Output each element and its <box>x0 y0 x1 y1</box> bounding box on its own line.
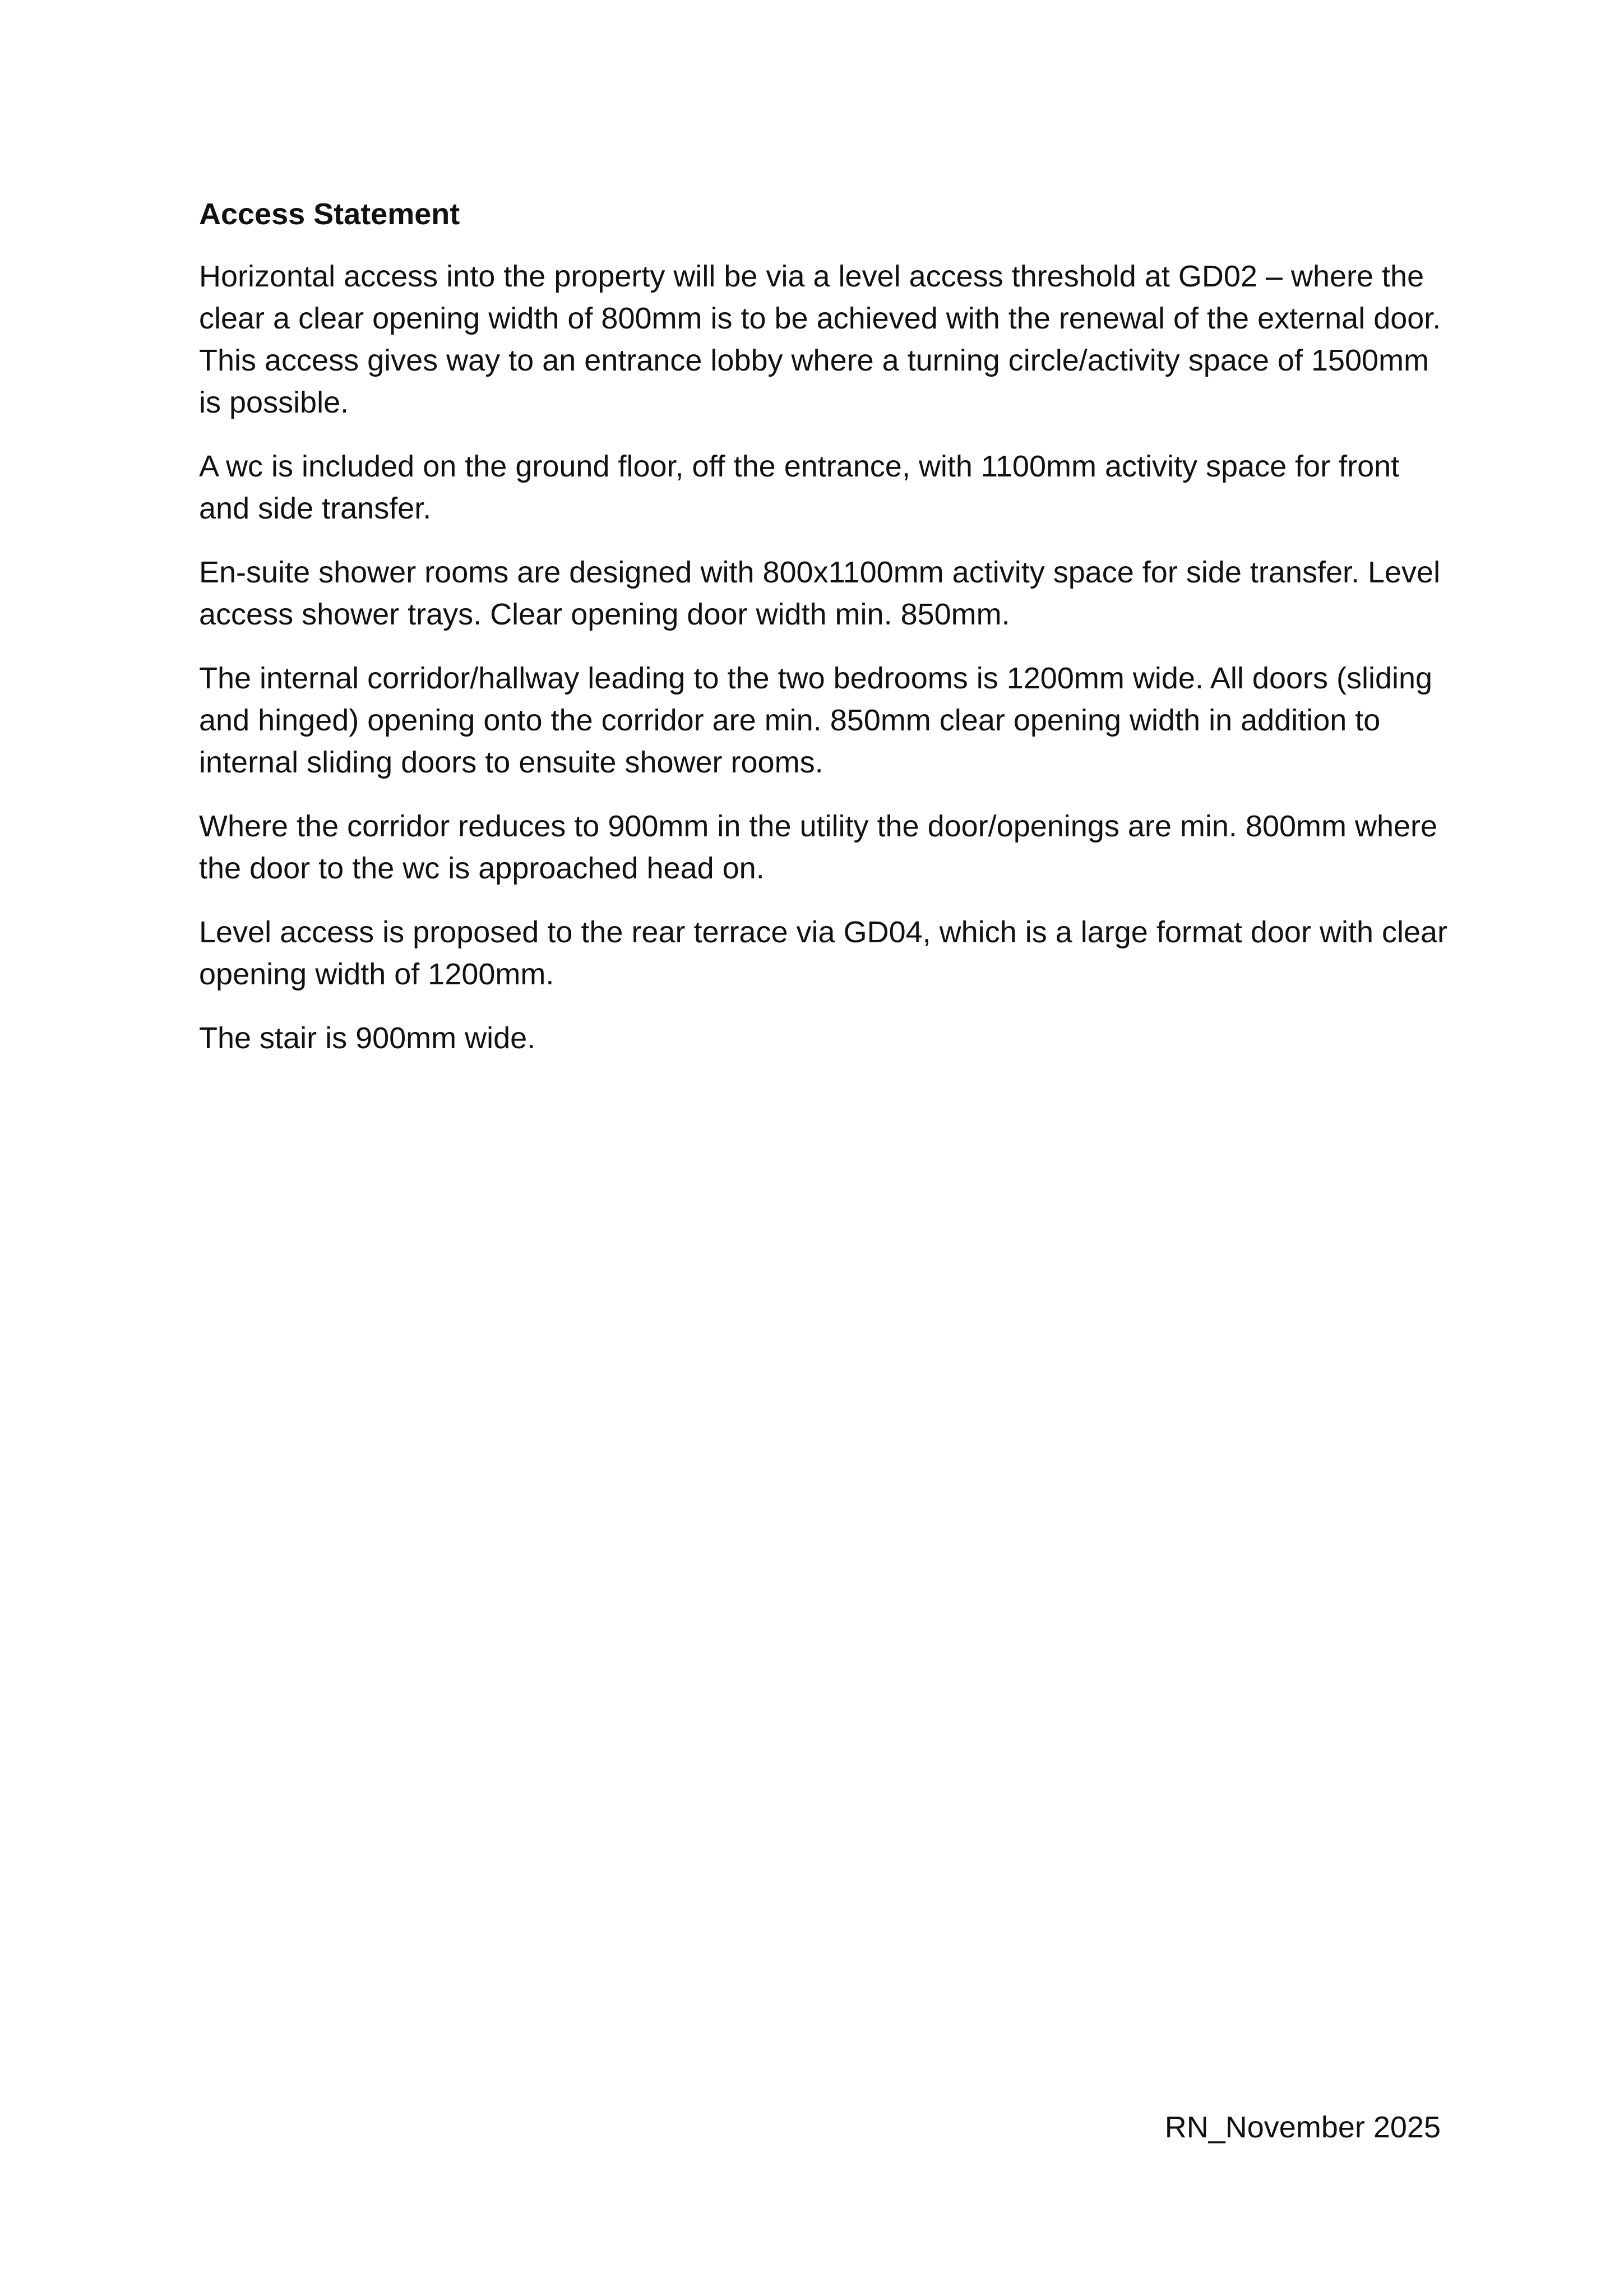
paragraph-rear-terrace: Level access is proposed to the rear terrace via GD04, which is a large format door with clear opening width of 1200mm. <box>199 915 1448 991</box>
page-title: Access Statement <box>199 197 460 231</box>
document-footer: RN_November 2025 <box>1164 2110 1441 2144</box>
paragraph-ensuite: En-suite shower rooms are designed with 800x1100mm activity space for side transfer. Level access shower trays. Clear opening door width min. 850mm. <box>199 556 1441 631</box>
paragraph-utility: Where the corridor reduces to 900mm in the utility the door/openings are min. 800mm where the door to the wc is approached head on. <box>199 809 1438 885</box>
paragraph-horizontal-access: Horizontal access into the property will be via a level access threshold at GD02 – where the clear a clear opening width of 800mm is to be achieved with the renewal of the external door. This access gives way to an entrance lobby where a turning circle/activity space of 1500mm is possible. <box>199 260 1441 419</box>
document-body <box>199 193 1449 1081</box>
paragraph-wc: A wc is included on the ground floor, off the entrance, with 1100mm activity space for front and side transfer. <box>199 450 1400 525</box>
paragraph-stair: The stair is 900mm wide. <box>199 1021 536 1055</box>
paragraph-corridor: The internal corridor/hallway leading to the two bedrooms is 1200mm wide. All doors (sliding and hinged) opening onto the corridor are min. 850mm clear opening width in addition to internal sliding doors to ensuite shower rooms. <box>199 661 1433 779</box>
